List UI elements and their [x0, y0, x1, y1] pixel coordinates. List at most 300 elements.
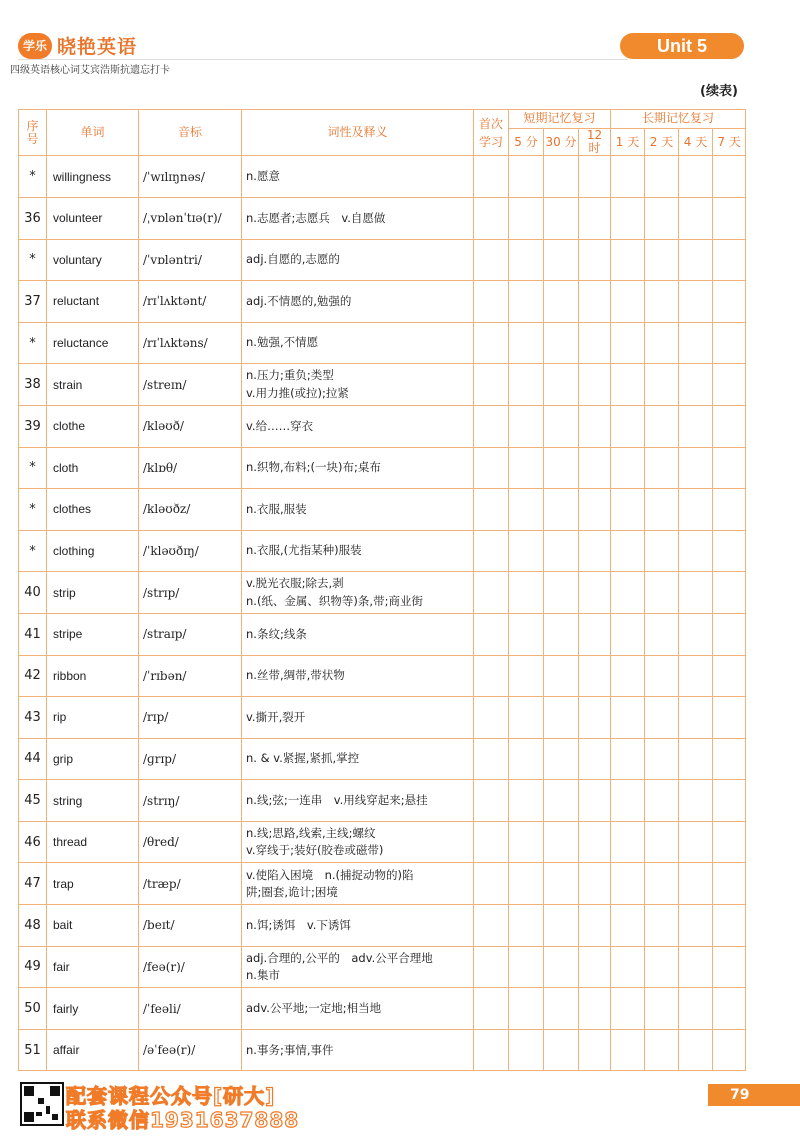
row-word: reluctance — [47, 322, 139, 364]
table-row — [19, 489, 746, 531]
checkin-cell[interactable] — [679, 905, 713, 947]
checkin-cell[interactable] — [544, 988, 579, 1030]
table-row — [19, 655, 746, 697]
checkin-cell[interactable] — [611, 447, 645, 489]
row-definition — [242, 738, 474, 780]
checkin-cell[interactable] — [544, 239, 579, 281]
long-term-header: 长期记忆复习 — [611, 110, 746, 129]
checkin-cell[interactable] — [544, 281, 579, 323]
checkin-cell[interactable] — [509, 447, 544, 489]
checkin-cell[interactable] — [544, 946, 579, 988]
checkin-cell[interactable] — [474, 988, 509, 1030]
unit-badge: Unit 5 — [620, 33, 744, 59]
definition-text: adj.不情愿的,勉强的 — [246, 293, 352, 308]
checkin-cell[interactable] — [509, 322, 544, 364]
checkin-cell[interactable] — [679, 946, 713, 988]
checkin-cell[interactable] — [474, 281, 509, 323]
definition-text: n.条纹;线条 — [246, 626, 307, 641]
checkin-cell[interactable] — [713, 697, 746, 739]
row-ipa: /ˈwɪlɪŋnəs/ — [139, 156, 242, 198]
row-number: 46 — [19, 821, 47, 863]
checkin-cell[interactable] — [611, 156, 645, 198]
checkin-cell[interactable] — [474, 613, 509, 655]
checkin-cell[interactable] — [645, 405, 679, 447]
checkin-cell[interactable] — [579, 780, 611, 822]
checkin-cell[interactable] — [611, 946, 645, 988]
table-row — [19, 988, 746, 1030]
checkin-cell[interactable] — [645, 281, 679, 323]
checkin-cell[interactable] — [713, 613, 746, 655]
checkin-cell[interactable] — [645, 364, 679, 406]
definition-text: n.志愿者;志愿兵 v.自愿做 — [246, 210, 386, 225]
checkin-cell[interactable] — [544, 655, 579, 697]
checkin-cell[interactable] — [713, 447, 746, 489]
row-number: 44 — [19, 738, 47, 780]
checkin-cell[interactable] — [679, 988, 713, 1030]
row-definition — [242, 863, 474, 905]
checkin-cell[interactable] — [509, 821, 544, 863]
short-term-col: 5 分 — [509, 129, 544, 156]
row-word: clothes — [47, 489, 139, 531]
checkin-cell[interactable] — [645, 1029, 679, 1071]
checkin-cell[interactable] — [679, 281, 713, 323]
qr-module — [24, 1112, 34, 1122]
checkin-cell[interactable] — [713, 530, 746, 572]
checkin-cell[interactable] — [544, 197, 579, 239]
checkin-cell[interactable] — [474, 780, 509, 822]
row-ipa: /ˈfeəli/ — [139, 988, 242, 1030]
table-row — [19, 447, 746, 489]
checkin-cell[interactable] — [645, 447, 679, 489]
checkin-cell[interactable] — [474, 197, 509, 239]
checkin-cell[interactable] — [679, 489, 713, 531]
row-number: * — [19, 156, 47, 198]
checkin-cell[interactable] — [474, 489, 509, 531]
checkin-cell[interactable] — [474, 697, 509, 739]
qr-module — [46, 1106, 50, 1114]
row-definition — [242, 530, 474, 572]
long-term-col: 1 天 — [611, 129, 645, 156]
checkin-cell[interactable] — [679, 780, 713, 822]
checkin-cell[interactable] — [679, 197, 713, 239]
row-definition — [242, 489, 474, 531]
vocab-table — [18, 109, 746, 1071]
brand — [18, 32, 137, 59]
checkin-cell[interactable] — [509, 1029, 544, 1071]
checkin-cell[interactable] — [713, 322, 746, 364]
checkin-cell[interactable] — [679, 738, 713, 780]
checkin-cell[interactable] — [611, 405, 645, 447]
checkin-cell[interactable] — [679, 1029, 713, 1071]
checkin-cell[interactable] — [713, 156, 746, 198]
checkin-cell[interactable] — [579, 946, 611, 988]
checkin-cell[interactable] — [474, 405, 509, 447]
row-definition — [242, 697, 474, 739]
checkin-cell[interactable] — [713, 863, 746, 905]
checkin-cell[interactable] — [713, 905, 746, 947]
table-row — [19, 281, 746, 323]
row-definition — [242, 156, 474, 198]
checkin-cell[interactable] — [544, 905, 579, 947]
row-number: 47 — [19, 863, 47, 905]
checkin-cell[interactable] — [474, 738, 509, 780]
checkin-cell[interactable] — [611, 988, 645, 1030]
checkin-cell[interactable] — [474, 863, 509, 905]
col-word: 单词 — [47, 110, 139, 156]
checkin-cell[interactable] — [579, 655, 611, 697]
row-number: 41 — [19, 613, 47, 655]
row-number: 37 — [19, 281, 47, 323]
qr-module — [52, 1114, 58, 1120]
checkin-cell[interactable] — [509, 988, 544, 1030]
row-number: * — [19, 322, 47, 364]
checkin-cell[interactable] — [474, 1029, 509, 1071]
checkin-cell[interactable] — [474, 447, 509, 489]
checkin-cell[interactable] — [509, 197, 544, 239]
checkin-cell[interactable] — [713, 489, 746, 531]
checkin-cell[interactable] — [713, 197, 746, 239]
checkin-cell[interactable] — [611, 281, 645, 323]
checkin-cell[interactable] — [679, 239, 713, 281]
checkin-cell[interactable] — [509, 281, 544, 323]
checkin-cell[interactable] — [679, 572, 713, 614]
row-ipa: /ˌvɒlənˈtɪə(r)/ — [139, 197, 242, 239]
row-word: fair — [47, 946, 139, 988]
short-term-col: 12 时 — [579, 129, 611, 156]
checkin-cell[interactable] — [579, 821, 611, 863]
checkin-cell[interactable] — [611, 863, 645, 905]
checkin-cell[interactable] — [579, 197, 611, 239]
checkin-cell[interactable] — [509, 738, 544, 780]
row-word: fairly — [47, 988, 139, 1030]
checkin-cell[interactable] — [645, 239, 679, 281]
row-definition — [242, 239, 474, 281]
qr-module — [50, 1086, 60, 1096]
table-row — [19, 780, 746, 822]
checkin-cell[interactable] — [509, 613, 544, 655]
row-number: 51 — [19, 1029, 47, 1071]
promo-line-2: 联系微信1931637888 — [66, 1108, 300, 1132]
checkin-cell[interactable] — [544, 447, 579, 489]
row-number: 43 — [19, 697, 47, 739]
definition-text: n.愿意 — [246, 169, 280, 184]
checkin-cell[interactable] — [509, 239, 544, 281]
qr-module — [24, 1086, 34, 1096]
checkin-cell[interactable] — [509, 697, 544, 739]
checkin-cell[interactable] — [579, 405, 611, 447]
checkin-cell[interactable] — [679, 697, 713, 739]
row-word: cloth — [47, 447, 139, 489]
checkin-cell[interactable] — [579, 1029, 611, 1071]
row-word: trap — [47, 863, 139, 905]
row-ipa: /rɪˈlʌktənt/ — [139, 281, 242, 323]
checkin-cell[interactable] — [579, 364, 611, 406]
row-number: * — [19, 447, 47, 489]
page-number: 79 — [730, 1087, 750, 1103]
checkin-cell[interactable] — [474, 364, 509, 406]
checkin-cell[interactable] — [679, 156, 713, 198]
brand-logo: 学乐 — [18, 33, 52, 59]
row-word: bait — [47, 905, 139, 947]
checkin-cell[interactable] — [679, 655, 713, 697]
row-ipa: /rɪp/ — [139, 697, 242, 739]
checkin-cell[interactable] — [579, 572, 611, 614]
row-word: volunteer — [47, 197, 139, 239]
header-divider — [18, 59, 628, 60]
checkin-cell[interactable] — [611, 322, 645, 364]
checkin-cell[interactable] — [509, 405, 544, 447]
checkin-cell[interactable] — [579, 530, 611, 572]
checkin-cell[interactable] — [474, 905, 509, 947]
checkin-cell[interactable] — [474, 239, 509, 281]
checkin-cell[interactable] — [713, 821, 746, 863]
definition-text: n.衣服,(尤指某种)服装 — [246, 543, 362, 558]
checkin-cell[interactable] — [713, 738, 746, 780]
definition-text: v.使陷入困境 n.(捕捉动物的)陷 阱;圈套,诡计;困境 — [246, 867, 414, 899]
row-word: voluntary — [47, 239, 139, 281]
checkin-cell[interactable] — [645, 572, 679, 614]
row-definition — [242, 821, 474, 863]
checkin-cell[interactable] — [509, 364, 544, 406]
checkin-cell[interactable] — [544, 1029, 579, 1071]
definition-text: n.织物,布料;(一块)布;桌布 — [246, 460, 381, 475]
checkin-cell[interactable] — [611, 655, 645, 697]
table-row — [19, 697, 746, 739]
brand-name: 晓艳英语 — [57, 36, 138, 58]
row-definition — [242, 946, 474, 988]
checkin-cell[interactable] — [645, 197, 679, 239]
row-number: 42 — [19, 655, 47, 697]
checkin-cell[interactable] — [579, 281, 611, 323]
row-word: clothe — [47, 405, 139, 447]
checkin-cell[interactable] — [544, 572, 579, 614]
checkin-cell[interactable] — [679, 530, 713, 572]
checkin-cell[interactable] — [713, 281, 746, 323]
checkin-cell[interactable] — [611, 489, 645, 531]
checkin-cell[interactable] — [611, 530, 645, 572]
row-number: * — [19, 530, 47, 572]
checkin-cell[interactable] — [579, 613, 611, 655]
checkin-cell[interactable] — [544, 530, 579, 572]
row-ipa: /kləʊð/ — [139, 405, 242, 447]
checkin-cell[interactable] — [474, 530, 509, 572]
checkin-cell[interactable] — [713, 364, 746, 406]
checkin-cell[interactable] — [579, 239, 611, 281]
checkin-cell[interactable] — [579, 738, 611, 780]
checkin-cell[interactable] — [645, 156, 679, 198]
checkin-cell[interactable] — [509, 530, 544, 572]
row-definition — [242, 655, 474, 697]
checkin-cell[interactable] — [679, 364, 713, 406]
row-definition — [242, 572, 474, 614]
checkin-cell[interactable] — [611, 821, 645, 863]
checkin-cell[interactable] — [509, 905, 544, 947]
checkin-cell[interactable] — [679, 821, 713, 863]
checkin-cell[interactable] — [645, 322, 679, 364]
checkin-cell[interactable] — [579, 322, 611, 364]
checkin-cell[interactable] — [509, 572, 544, 614]
row-word: reluctant — [47, 281, 139, 323]
checkin-cell[interactable] — [679, 863, 713, 905]
row-word: thread — [47, 821, 139, 863]
checkin-cell[interactable] — [645, 863, 679, 905]
checkin-cell[interactable] — [579, 447, 611, 489]
checkin-cell[interactable] — [544, 863, 579, 905]
row-definition — [242, 364, 474, 406]
checkin-cell[interactable] — [509, 863, 544, 905]
checkin-cell[interactable] — [611, 905, 645, 947]
table-row — [19, 863, 746, 905]
continued-label: (续表) — [700, 84, 738, 99]
checkin-cell[interactable] — [645, 530, 679, 572]
checkin-cell[interactable] — [611, 197, 645, 239]
checkin-cell[interactable] — [509, 655, 544, 697]
row-ipa: /klɒθ/ — [139, 447, 242, 489]
table-row — [19, 322, 746, 364]
row-number: 38 — [19, 364, 47, 406]
qr-module — [38, 1098, 44, 1104]
row-number: 36 — [19, 197, 47, 239]
definition-text: n.衣服,服装 — [246, 501, 307, 516]
checkin-cell[interactable] — [645, 905, 679, 947]
checkin-cell[interactable] — [579, 489, 611, 531]
checkin-cell[interactable] — [544, 322, 579, 364]
checkin-cell[interactable] — [579, 156, 611, 198]
definition-text: adj.自愿的,志愿的 — [246, 252, 340, 267]
table-row — [19, 239, 746, 281]
short-term-header: 短期记忆复习 — [509, 110, 611, 129]
checkin-cell[interactable] — [679, 322, 713, 364]
checkin-cell[interactable] — [509, 489, 544, 531]
checkin-cell[interactable] — [713, 946, 746, 988]
checkin-cell[interactable] — [645, 780, 679, 822]
definition-text: n.线;弦;一连串 v.用线穿起来;悬挂 — [246, 792, 428, 807]
row-definition — [242, 613, 474, 655]
checkin-cell[interactable] — [611, 738, 645, 780]
row-ipa: /beɪt/ — [139, 905, 242, 947]
checkin-cell[interactable] — [611, 364, 645, 406]
table-row — [19, 946, 746, 988]
row-number: 45 — [19, 780, 47, 822]
checkin-cell[interactable] — [713, 988, 746, 1030]
table-row — [19, 1029, 746, 1071]
row-definition — [242, 322, 474, 364]
row-definition — [242, 780, 474, 822]
checkin-cell[interactable] — [713, 655, 746, 697]
checkin-cell[interactable] — [474, 655, 509, 697]
row-word: grip — [47, 738, 139, 780]
checkin-cell[interactable] — [645, 946, 679, 988]
row-ipa: /straɪp/ — [139, 613, 242, 655]
checkin-cell[interactable] — [713, 1029, 746, 1071]
checkin-cell[interactable] — [509, 946, 544, 988]
table-row — [19, 905, 746, 947]
checkin-cell[interactable] — [509, 156, 544, 198]
short-term-col: 30 分 — [544, 129, 579, 156]
row-number: 49 — [19, 946, 47, 988]
checkin-cell[interactable] — [645, 988, 679, 1030]
col-seq: 序 号 — [19, 110, 47, 156]
checkin-cell[interactable] — [611, 1029, 645, 1071]
checkin-cell[interactable] — [713, 572, 746, 614]
checkin-cell[interactable] — [611, 239, 645, 281]
checkin-cell[interactable] — [579, 988, 611, 1030]
checkin-cell[interactable] — [474, 322, 509, 364]
checkin-cell[interactable] — [713, 239, 746, 281]
checkin-cell[interactable] — [713, 405, 746, 447]
table-row — [19, 738, 746, 780]
table-row — [19, 364, 746, 406]
row-ipa: /træp/ — [139, 863, 242, 905]
row-definition — [242, 405, 474, 447]
col-ipa: 音标 — [139, 110, 242, 156]
checkin-cell[interactable] — [544, 364, 579, 406]
checkin-cell[interactable] — [713, 780, 746, 822]
checkin-cell[interactable] — [645, 697, 679, 739]
checkin-cell[interactable] — [611, 780, 645, 822]
checkin-cell[interactable] — [544, 697, 579, 739]
checkin-cell[interactable] — [474, 821, 509, 863]
definition-text: v.撕开,裂开 — [246, 709, 306, 724]
checkin-cell[interactable] — [645, 489, 679, 531]
row-ipa: /feə(r)/ — [139, 946, 242, 988]
table-row — [19, 530, 746, 572]
checkin-cell[interactable] — [679, 613, 713, 655]
checkin-cell[interactable] — [544, 821, 579, 863]
checkin-cell[interactable] — [611, 572, 645, 614]
table-row — [19, 156, 746, 198]
row-definition — [242, 197, 474, 239]
qr-code — [20, 1082, 64, 1126]
checkin-cell[interactable] — [474, 156, 509, 198]
row-ipa: /strɪp/ — [139, 572, 242, 614]
checkin-cell[interactable] — [509, 780, 544, 822]
row-word: strip — [47, 572, 139, 614]
checkin-cell[interactable] — [645, 613, 679, 655]
checkin-cell[interactable] — [645, 655, 679, 697]
checkin-cell[interactable] — [579, 905, 611, 947]
row-ipa: /kləʊðz/ — [139, 489, 242, 531]
checkin-cell[interactable] — [579, 863, 611, 905]
long-term-col: 4 天 — [679, 129, 713, 156]
checkin-cell[interactable] — [544, 780, 579, 822]
checkin-cell[interactable] — [679, 405, 713, 447]
checkin-cell[interactable] — [474, 946, 509, 988]
checkin-cell[interactable] — [544, 489, 579, 531]
table-row — [19, 197, 746, 239]
checkin-cell[interactable] — [645, 738, 679, 780]
checkin-cell[interactable] — [611, 613, 645, 655]
definition-text: v.给……穿衣 — [246, 418, 314, 433]
row-definition — [242, 281, 474, 323]
checkin-cell[interactable] — [611, 697, 645, 739]
checkin-cell[interactable] — [679, 447, 713, 489]
row-number: * — [19, 239, 47, 281]
definition-text: adj.合理的,公平的 adv.公平合理地 n.集市 — [246, 950, 433, 982]
checkin-cell[interactable] — [579, 697, 611, 739]
checkin-cell[interactable] — [544, 613, 579, 655]
checkin-cell[interactable] — [474, 572, 509, 614]
definition-text: n.丝带,绸带,带状物 — [246, 668, 345, 683]
checkin-cell[interactable] — [544, 156, 579, 198]
long-term-col: 2 天 — [645, 129, 679, 156]
col-def: 词性及释义 — [242, 110, 474, 156]
checkin-cell[interactable] — [645, 821, 679, 863]
row-word: affair — [47, 1029, 139, 1071]
checkin-cell[interactable] — [544, 405, 579, 447]
checkin-cell[interactable] — [544, 738, 579, 780]
promo-line-1: 配套课程公众号[研大] — [66, 1084, 276, 1108]
